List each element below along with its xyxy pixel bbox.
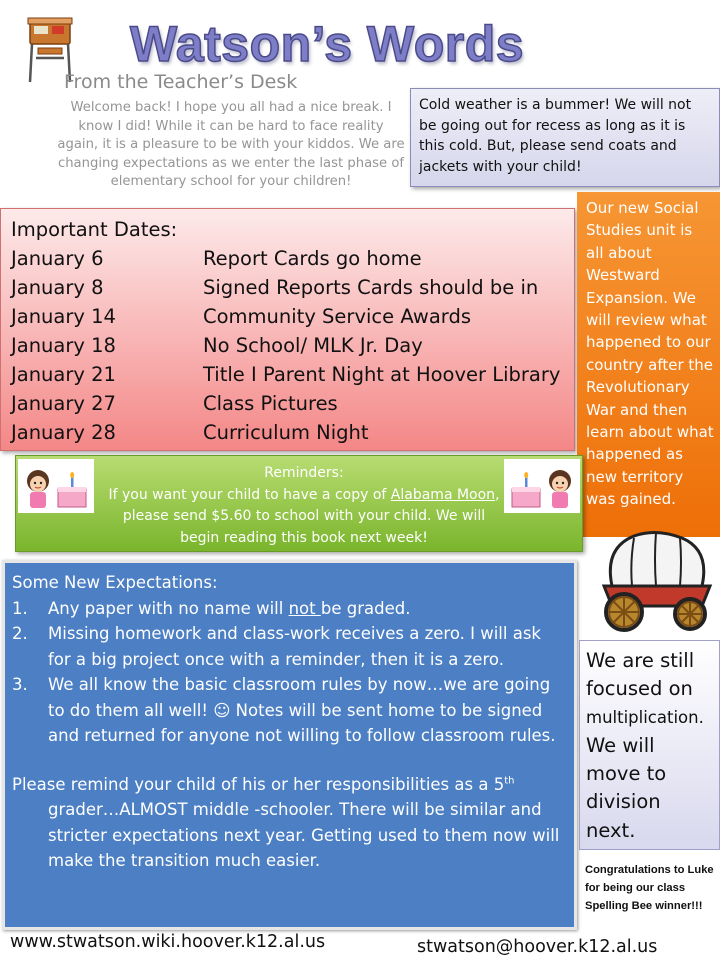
date-label: January 6	[11, 247, 104, 270]
list-text-after: be graded.	[320, 598, 411, 618]
math-line-3: We will move to division next.	[586, 733, 667, 842]
list-number: 1.	[12, 598, 28, 618]
date-row	[11, 302, 564, 331]
reminders-text-before: If you want your child to have a copy of	[108, 486, 391, 503]
date-row	[11, 331, 564, 360]
reminders-box	[15, 455, 583, 552]
covered-wagon-icon	[594, 528, 718, 640]
event-label: No School/ MLK Jr. Day	[203, 334, 423, 357]
event-label: Class Pictures	[203, 392, 338, 415]
list-item	[12, 672, 567, 749]
welcome-message: Welcome back! I hope you all had a nice break. I know I did! While it can be hard to face reality again, it is a pleasure to be with your kiddos. We are changing expectations as we enter the last phase of elementary school for your children!	[57, 100, 405, 189]
expectations-box	[2, 560, 577, 930]
math-focus-note	[579, 640, 720, 850]
list-item	[12, 621, 567, 672]
date-row	[11, 360, 564, 389]
date-row	[11, 273, 564, 302]
responsibility-text-after: grader…ALMOST middle -schooler. There will be similar and stricter expectations next year. Getting used to them now will make the transition much easier.	[48, 800, 560, 870]
reminders-text	[104, 463, 504, 549]
cold-weather-note: Cold weather is a bummer! We will not be going out for recess as long as it is this cold. But, please send coats and jackets with your child!	[410, 88, 720, 187]
reminders-body	[104, 485, 504, 550]
responsibility-text-before: Please remind your child of his or her responsibilities as a 5	[12, 774, 505, 794]
date-label: January 14	[11, 305, 116, 328]
email-link[interactable]: stwatson@hoover.k12.al.us	[417, 937, 658, 957]
website-link[interactable]: www.stwatson.wiki.hoover.k12.al.us	[10, 932, 326, 952]
date-label: January 27	[11, 392, 116, 415]
spelling-bee-congrats: Congratulations to Luke for being our class Spelling Bee winner!!!	[585, 864, 714, 912]
list-item	[12, 596, 567, 622]
cake-girl-icon	[18, 459, 94, 513]
event-label: Signed Reports Cards should be in	[203, 276, 539, 299]
math-line-2: multiplication.	[586, 707, 704, 727]
list-text	[48, 596, 567, 622]
date-label: January 8	[11, 276, 104, 299]
date-label: January 18	[11, 334, 116, 357]
social-studies-note: Our new Social Studies unit is all about Westward Expansion. We will review what happened to our country after the Revolutionary War and then learn about what happened as new territory was gained.	[577, 192, 720, 537]
math-line-1: We are still focused on	[586, 649, 695, 701]
list-text: We all know the basic classroom rules by now…we are going to do them all well! ☺ Notes will be sent home to be signed and returned for anyone not willing to follow classroom rules.	[48, 675, 556, 745]
date-row	[11, 418, 564, 447]
newsletter-title: Watson’s Words	[130, 16, 525, 72]
expectations-heading: Some New Expectations:	[12, 573, 218, 592]
event-label: Title I Parent Night at Hoover Library	[203, 363, 561, 386]
list-text-before: Any paper with no name will	[48, 598, 289, 618]
list-number: 2.	[12, 624, 28, 643]
cake-girl-icon	[504, 459, 580, 513]
event-label: Report Cards go home	[203, 247, 422, 270]
important-dates-box	[0, 208, 575, 451]
section-subtitle: From the Teacher’s Desk	[64, 71, 298, 93]
date-label: January 21	[11, 363, 116, 386]
date-row	[11, 244, 564, 273]
book-title: Alabama Moon	[390, 486, 496, 503]
reminders-heading: Reminders:	[264, 465, 344, 481]
list-text-underlined: not	[288, 598, 321, 618]
reminders-text-after: , please send $5.60 to school with your child. We will begin reading this book next week!	[122, 486, 500, 546]
ordinal-suffix: th	[504, 775, 515, 786]
date-row	[11, 389, 564, 418]
responsibility-paragraph	[12, 772, 567, 874]
list-number: 3.	[12, 675, 28, 694]
event-label: Community Service Awards	[203, 305, 471, 328]
event-label: Curriculum Night	[203, 421, 369, 444]
date-label: January 28	[11, 421, 116, 444]
list-text: Missing homework and class-work receives a zero. I will ask for a big project once with a reminder, then it is a zero.	[48, 624, 541, 669]
important-dates-heading: Important Dates:	[11, 218, 178, 241]
